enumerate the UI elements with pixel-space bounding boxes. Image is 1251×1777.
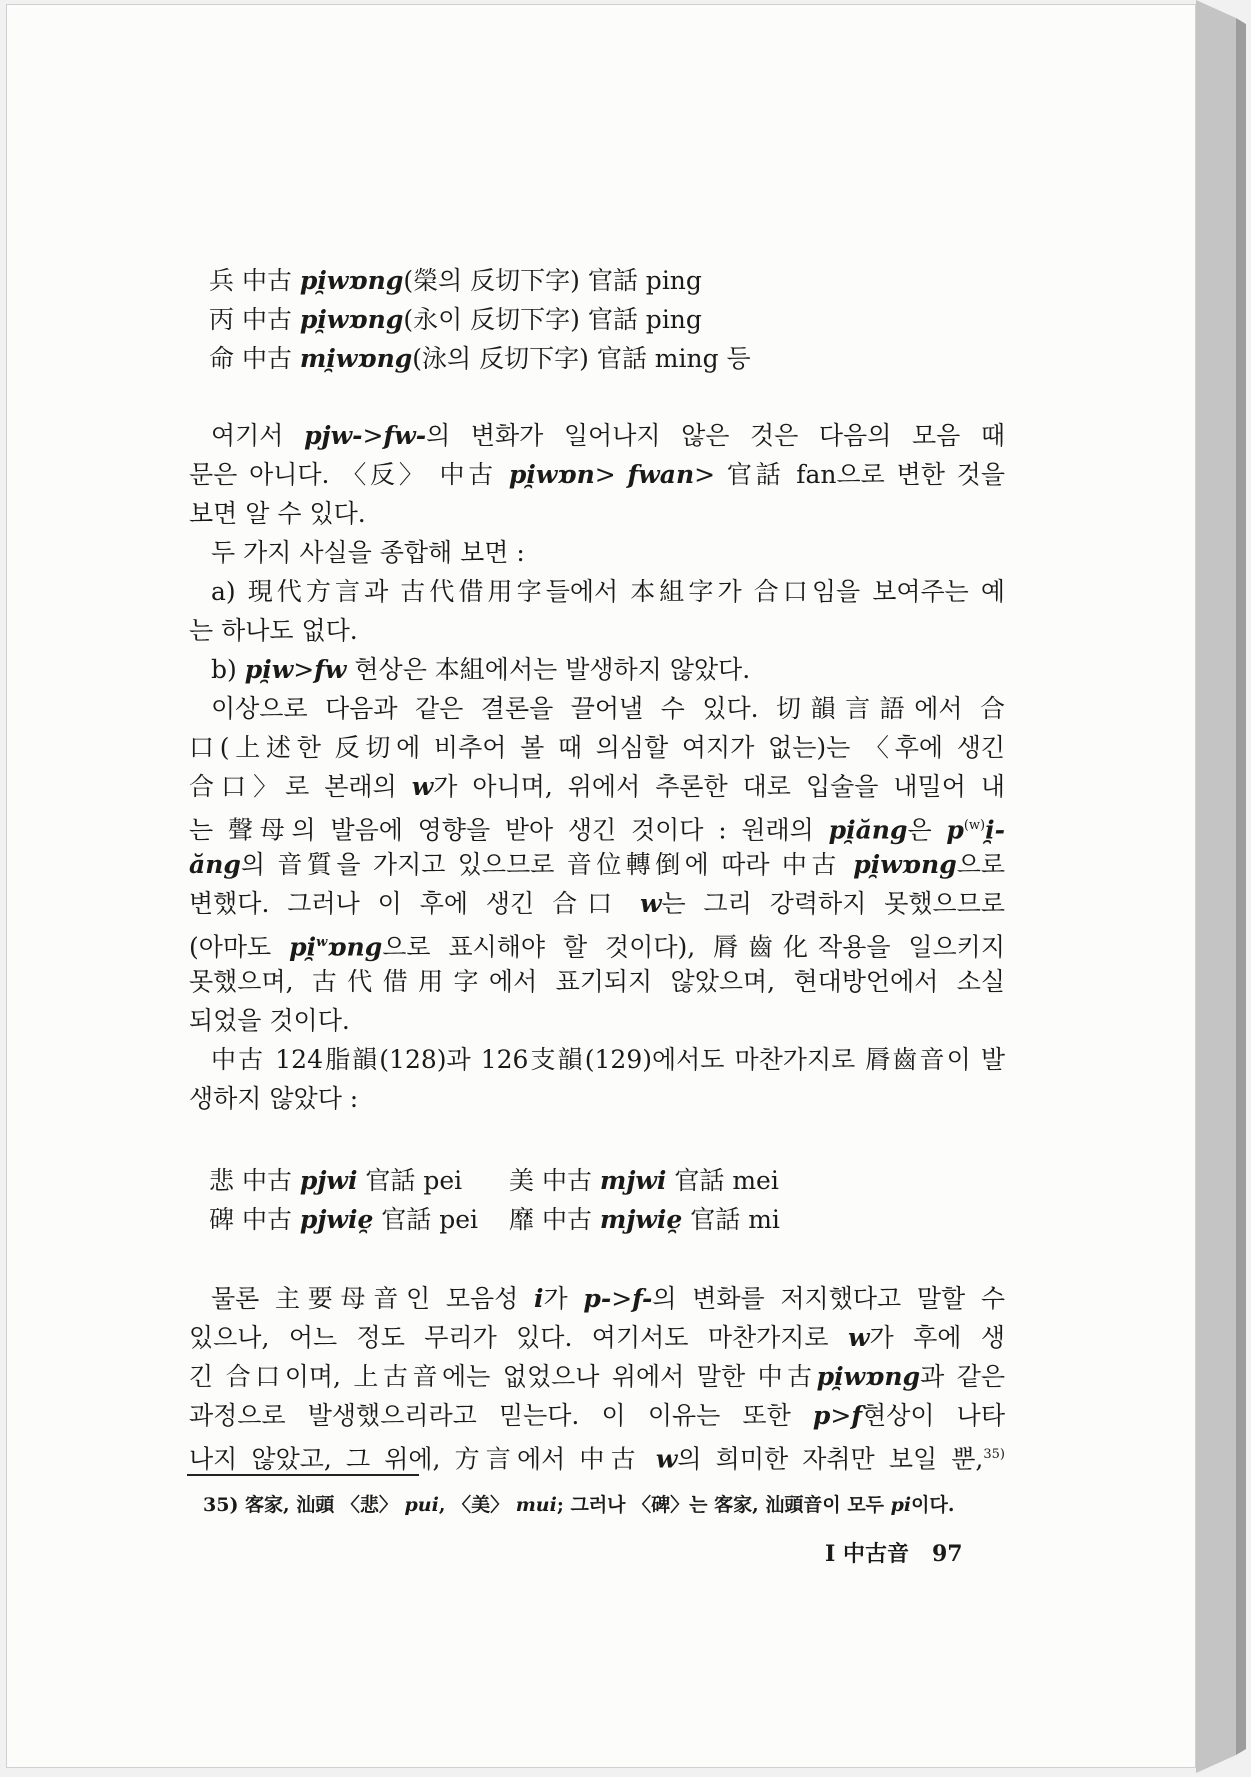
example-note: (永이 反切下字) 官話 ping xyxy=(403,305,702,334)
text-line: 생하지 않았다 : xyxy=(189,1084,359,1113)
text-line: 이상으로 다음과 같은 결론을 끌어낼 수 있다. 切韻言語에서 合 xyxy=(211,694,1005,723)
text-line: b) pi̯w>fw 현상은 本組에서는 발생하지 않았다. xyxy=(211,655,751,684)
footnote-ref: 35) xyxy=(983,1447,1005,1462)
example-line: 美 中古 mjwi 官話 mei xyxy=(509,1166,779,1195)
example-line: 悲 中古 pjwi 官話 pei xyxy=(209,1166,463,1195)
text-line: 두 가지 사실을 종합해 보면 : xyxy=(211,538,525,567)
page-edge-shadow xyxy=(1196,0,1251,1773)
text-line: 있으나, 어느 정도 무리가 있다. 여기서도 마찬가지로 w가 후에 생 xyxy=(189,1323,1005,1352)
example-line: 碑 中古 pjwie̯ 官話 pei xyxy=(209,1205,479,1234)
running-footer xyxy=(825,1538,963,1570)
text-line: ăng의 音質을 가지고 있으므로 音位轉倒에 따라 中古 pi̯wɒng으로 xyxy=(189,850,1005,879)
footnote-35: 35) 客家, 汕頭 〈悲〉 pui, 〈美〉 mui; 그러나 〈碑〉는 客家, 汕頭音이 모두 pi이다. xyxy=(203,1494,955,1516)
example-note: (榮의 反切下字) 官話 ping xyxy=(403,266,702,295)
footnote-rule xyxy=(187,1474,419,1476)
example-line xyxy=(209,343,751,375)
example-char: 兵 中古 xyxy=(209,266,300,295)
example-reading: pi̯wɒng xyxy=(299,266,404,295)
text-line: 는 聲母의 발음에 영향을 받아 생긴 것이다 : 원래의 pi̯ăng은 $p^{(w)}i̯-$ xyxy=(189,815,1005,845)
text-line: 여기서 pjw->fw-의 변화가 일어나지 않은 것은 다음의 모음 때 xyxy=(211,421,1005,450)
text-line: (아마도 pi̯$^w$ɒng으로 표시해야 할 것이다), 脣齒化작용을 일으키지 xyxy=(189,932,1005,962)
text-line: a) 現代方言과 古代借用字들에서 本組字가 合口임을 보여주는 예 xyxy=(211,577,1005,606)
text-line: 긴 合口이며, 上古音에는 없었으나 위에서 말한 中古pi̯wɒng과 같은 xyxy=(189,1362,1005,1391)
example-char: 丙 中古 xyxy=(209,305,300,334)
text-line: 못했으며, 古代借用字에서 표기되지 않았으며, 현대방언에서 소실 xyxy=(189,967,1005,996)
text-line: 보면 알 수 있다. xyxy=(189,499,366,528)
text-line: 문은 아니다. 〈反〉 中古 pi̯wɒn> fwan> 官話 fan으로 변한 것을 xyxy=(189,460,1005,489)
text-line: 변했다. 그러나 이 후에 생긴 合口 w는 그리 강력하지 못했으므로 xyxy=(189,889,1005,918)
example-char: 命 中古 xyxy=(209,344,300,373)
text-line: 는 하나도 없다. xyxy=(189,616,358,645)
page-edge-graphic xyxy=(1196,0,1251,1773)
text-line: 나지 않았고, 그 위에, 方言에서 中古 w의 희미한 자취만 보일 뿐,$^{35)}$ xyxy=(189,1444,1005,1474)
page-sheet xyxy=(6,4,1196,1768)
example-note: (泳의 反切下字) 官話 ming 등 xyxy=(412,344,751,373)
example-line xyxy=(209,265,702,297)
example-reading: mi̯wɒng xyxy=(299,344,413,373)
text-line: 口(上述한 反切에 비추어 볼 때 의심할 여지가 없는)는 〈후에 생긴 xyxy=(189,733,1005,762)
text-line: 中古 124脂韻(128)과 126支韻(129)에서도 마찬가지로 脣齒音이 발 xyxy=(211,1045,1005,1074)
text-line: 되었을 것이다. xyxy=(189,1006,350,1035)
section-title: I 中古音 xyxy=(825,1541,909,1567)
page-number: 97 xyxy=(931,1541,963,1567)
example-line xyxy=(209,304,702,336)
example-line: 靡 中古 mjwie̯ 官話 mi xyxy=(509,1205,780,1234)
example-reading: pi̯wɒng xyxy=(299,305,404,334)
text-line: 合口〉로 본래의 w가 아니며, 위에서 추론한 대로 입술을 내밀어 내 xyxy=(189,772,1005,801)
text-line: 물론 主要母音인 모음성 i가 p->f-의 변화를 저지했다고 말할 수 xyxy=(211,1284,1005,1313)
text-line: 과정으로 발생했으리라고 믿는다. 이 이유는 또한 p>f현상이 나타 xyxy=(189,1401,1005,1430)
